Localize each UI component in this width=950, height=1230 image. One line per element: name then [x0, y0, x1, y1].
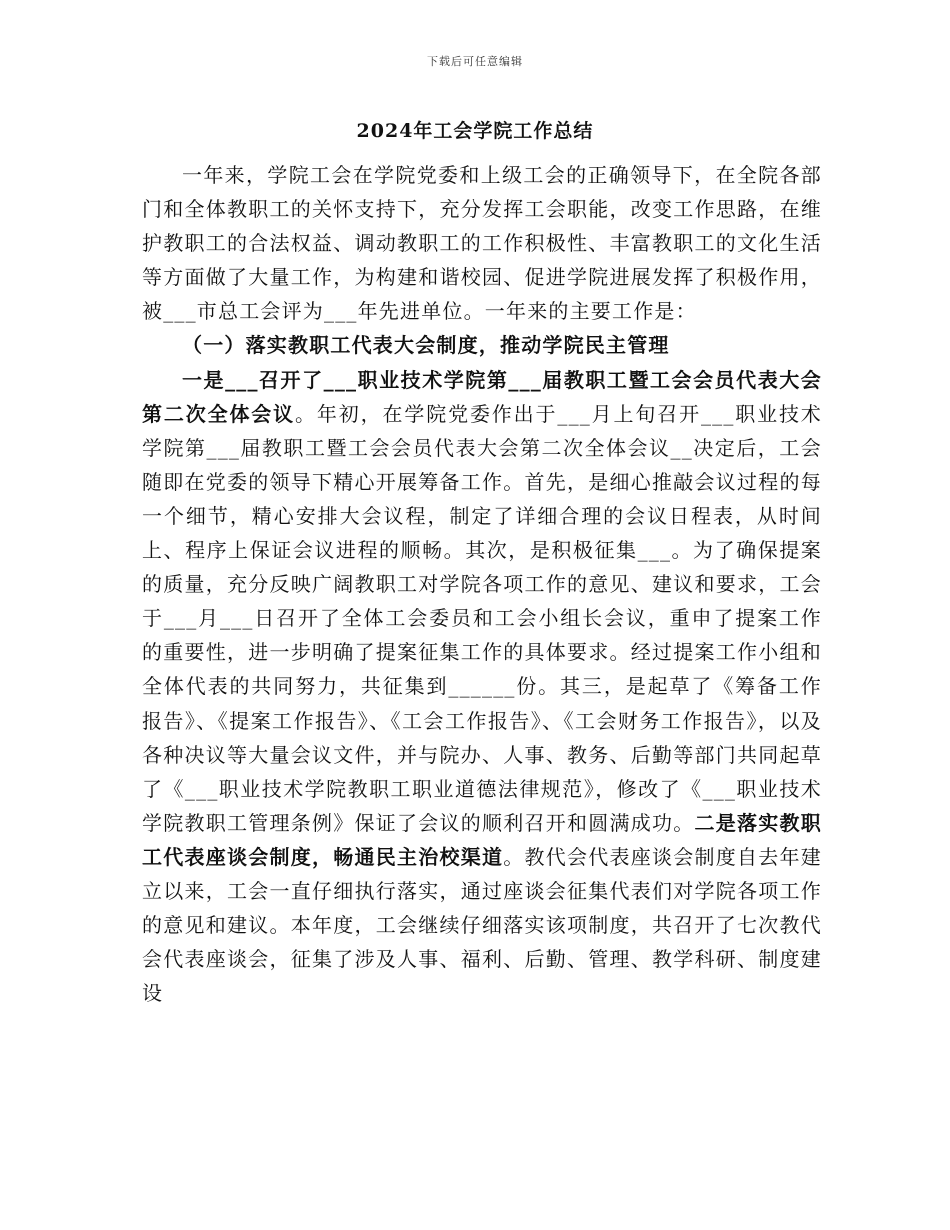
bold-lead-2: 二是落实教职工代表座谈会制度，畅通民主治校渠道 — [142, 810, 823, 869]
document-body — [142, 158, 822, 1010]
paragraph-text-2: 。教代会代表座谈会制度自去年建立以来，工会一直仔细执行落实，通过座谈会征集代表们对学院各项工作的意见和建议。本年度，工会继续仔细落实该项制度，共召开了七次教代会代表座谈会，征集了涉及人事、福利、后勤、管理、教学科研、制度建设 — [142, 844, 823, 1006]
header-note: 下载后可任意编辑 — [427, 55, 523, 68]
document-title: 2024年工会学院工作总结 — [356, 120, 594, 142]
paragraph-text-1: 。年初，在学院党委作出于___月上旬召开___职业技术学院第___届教职工暨工会会员代表大会第二次全体会议__决定后，工会随即在党委的领导下精心开展筹备工作。首先，是细心推敲会议过程的每一个细节，精心安排大会议程，制定了详细合理的会议日程表，从时间上、程序上保证会议进程的顺畅。其次，是积极征集___。为了确保提案的质量，充分反映广阔教职工对学院各项工作的意见、建议和要求，工会于___月___日召开了全体工会委员和工会小组长会议，重申了提案工作的重要性，进一步明确了提案征集工作的具体要求。经过提案工作小组和全体代表的共同努力，共征集到______份。其三，是起草了《筹备工作报告》、《提案工作报告》、《工会工作报告》、《工会财务工作报告》，以及各种决议等大量会议文件，并与院办、人事、教务、后勤等部门共同起草了《___职业技术学院教职工职业道德法律规范》，修改了《___职业技术学院教职工管理条例》保证了会议的顺利召开和圆满成功。 — [142, 401, 823, 835]
body-paragraph — [142, 363, 822, 1011]
intro-paragraph: 一年来，学院工会在学院党委和上级工会的正确领导下，在全院各部门和全体教职工的关怀支持下，充分发挥工会职能，改变工作思路，在维护教职工的合法权益、调动教职工的工作积极性、丰富教职工的文化生活等方面做了大量工作，为构建和谐校园、促进学院进展发挥了积极作用，被___市总工会评为___年先进单位。一年来的主要工作是： — [142, 163, 822, 324]
section-heading: （一）落实教职工代表大会制度，推动学院民主管理 — [182, 333, 670, 358]
bold-lead-1: 一是___召开了___职业技术学院第___届教职工暨工会会员代表大会第二次全体会议 — [142, 367, 822, 426]
